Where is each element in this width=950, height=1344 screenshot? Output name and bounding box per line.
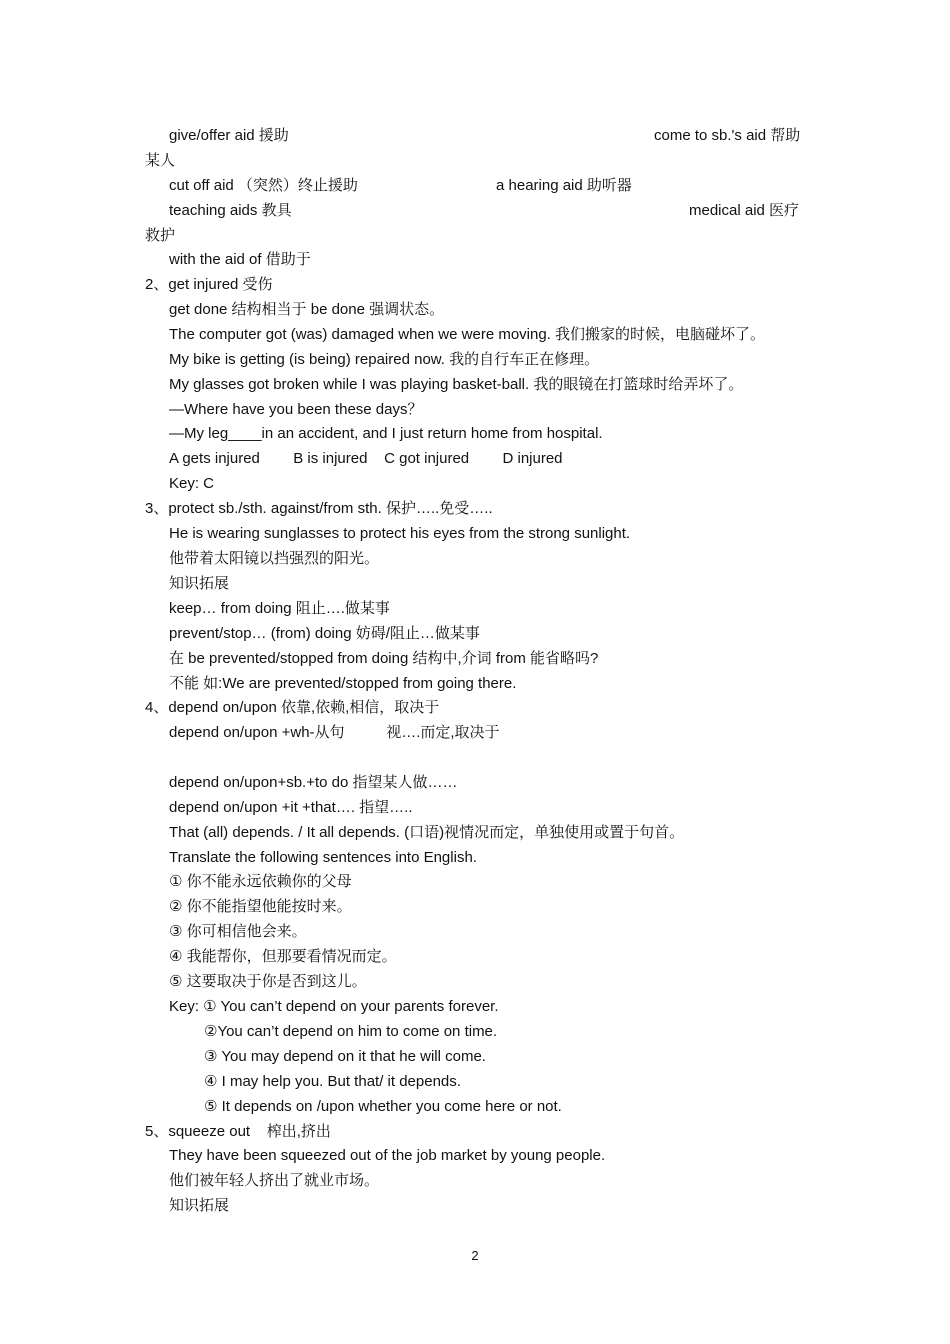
- answer-item: ⑤ It depends on /upon whether you come here or not.: [204, 1098, 562, 1115]
- text-line: The computer got (was) damaged when we were moving. 我们搬家的时候，电脑碰坏了。: [169, 326, 766, 343]
- text-line: That (all) depends. / It all depends. (口语)视情况而定，单独使用或置于句首。: [169, 824, 685, 841]
- text-line: with the aid of 借助于: [169, 251, 311, 268]
- text-line: 不能 如:We are prevented/stopped from going there.: [169, 675, 517, 692]
- text-line: come to sb.'s aid 帮助: [654, 127, 801, 144]
- answer-options: A gets injured B is injured C got injured D injured: [169, 450, 563, 467]
- section-heading: 5、squeeze out 榨出,挤出: [145, 1123, 331, 1140]
- text-line: 某人: [145, 152, 176, 169]
- text-line: 在 be prevented/stopped from doing 结构中,介词 from 能省略吗?: [169, 650, 599, 667]
- section-heading: 3、protect sb./sth. against/from sth. 保护…..免受…..: [145, 500, 493, 517]
- text-line: They have been squeezed out of the job market by young people.: [169, 1147, 606, 1164]
- text-line: —Where have you been these days？: [169, 401, 423, 418]
- text-line: a hearing aid 助听器: [496, 177, 632, 194]
- text-line: 他带着太阳镜以挡强烈的阳光。: [169, 550, 380, 567]
- exercise-item: ⑤ 这要取决于你是否到这儿。: [169, 973, 367, 990]
- subheading: 知识拓展: [169, 575, 230, 592]
- answer-item: ②You can’t depend on him to come on time.: [204, 1023, 498, 1040]
- text-line: depend on/upon +wh-从句 视….而定,取决于: [169, 724, 500, 741]
- exercise-item: ③ 你可相信他会来。: [169, 923, 307, 940]
- text-line: My glasses got broken while I was playing basket-ball. 我的眼镜在打篮球时给弄坏了。: [169, 376, 744, 393]
- exercise-item: ④ 我能帮你，但那要看情况而定。: [169, 948, 397, 965]
- text-line: 救护: [145, 227, 176, 244]
- text-line: depend on/upon +it +that…. 指望…..: [169, 799, 413, 816]
- section-heading: 2、get injured 受伤: [145, 276, 273, 293]
- exercise-item: ① 你不能永远依赖你的父母: [169, 873, 352, 890]
- text-line: Translate the following sentences into English.: [169, 849, 477, 866]
- exercise-item: ② 你不能指望他能按时来。: [169, 898, 352, 915]
- text-line: keep… from doing 阻止….做某事: [169, 600, 390, 617]
- answer-key: Key: ① You can’t depend on your parents forever.: [169, 998, 499, 1015]
- text-line: My bike is getting (is being) repaired now. 我的自行车正在修理。: [169, 351, 600, 368]
- text-line: get done 结构相当于 be done 强调状态。: [169, 301, 445, 318]
- text-line: 他们被年轻人挤出了就业市场。: [169, 1172, 380, 1189]
- text-line: depend on/upon+sb.+to do 指望某人做……: [169, 774, 458, 791]
- text-line: teaching aids 教具: [169, 202, 292, 219]
- answer-item: ③ You may depend on it that he will come.: [204, 1048, 486, 1065]
- page-number: 2: [471, 1248, 479, 1263]
- text-line: cut off aid （突然）终止援助: [169, 177, 358, 194]
- section-heading: 4、depend on/upon 依靠,依赖,相信，取决于: [145, 699, 440, 716]
- text-line: —My leg____in an accident, and I just return home from hospital.: [169, 425, 603, 442]
- subheading: 知识拓展: [169, 1197, 230, 1214]
- text-line: prevent/stop… (from) doing 妨碍/阻止…做某事: [169, 625, 480, 642]
- text-line: medical aid 医疗: [689, 202, 800, 219]
- text-line: give/offer aid 援助: [169, 127, 289, 144]
- text-line: He is wearing sunglasses to protect his eyes from the strong sunlight.: [169, 525, 631, 542]
- answer-item: ④ I may help you. But that/ it depends.: [204, 1073, 461, 1090]
- answer-key: Key: C: [169, 475, 215, 492]
